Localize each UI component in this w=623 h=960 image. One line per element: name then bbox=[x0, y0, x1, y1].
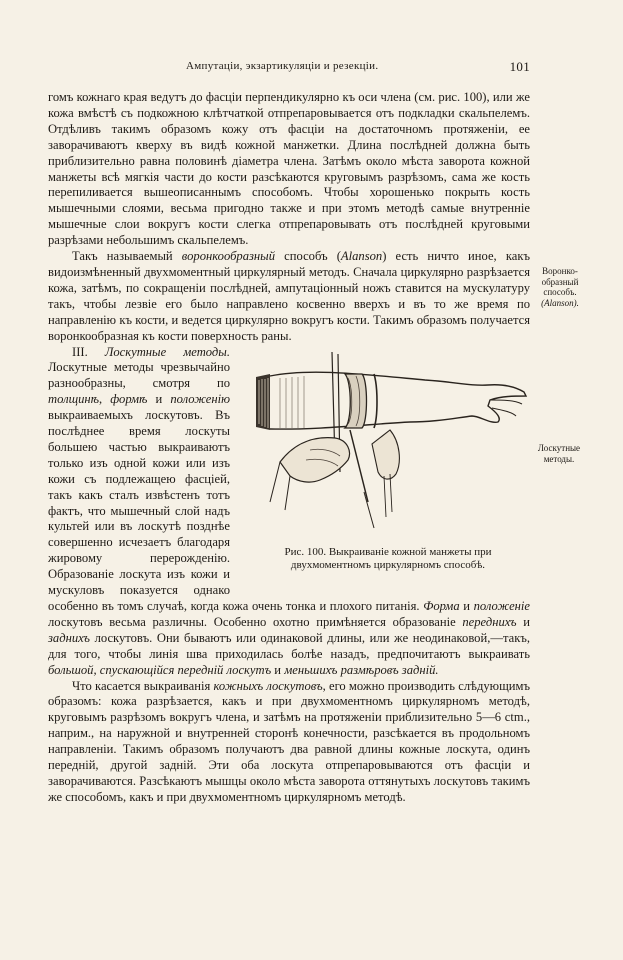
p4-text-a: Что касается выкраиванія bbox=[72, 678, 214, 693]
p3-emph-large-flap: большой, спускающійся передній лоскутъ bbox=[48, 662, 272, 677]
p3-text-h: лоскутовъ. Они бываютъ или одинаковой длины, или же неодинаковой,—такъ, для того, чтобы линія шва приходилась болѣе назадъ, предпочитаютъ выкраивать bbox=[48, 630, 530, 661]
p4-emph: кожныхъ лоскутовъ bbox=[213, 678, 323, 693]
p3-emph-position-2: положеніе bbox=[473, 599, 530, 613]
running-head-title: Ампутаціи, экзартикуляціи и резекціи. bbox=[186, 60, 379, 72]
p3-number: III. bbox=[72, 344, 105, 359]
p3-text-e: и bbox=[459, 599, 474, 613]
p3-emph-form: формѣ bbox=[110, 392, 148, 407]
p3-emph-position: положенію bbox=[170, 392, 230, 407]
p3-emph-back: заднихъ bbox=[48, 630, 90, 645]
p3-text-a: Лоскутные методы чрезвычайно разнообразны, смотря по bbox=[48, 360, 230, 391]
p3-heading: Лоскутные методы. bbox=[104, 344, 230, 359]
p3-emph-front: переднихъ bbox=[462, 614, 517, 629]
paragraph-1: гомъ кожнаго края ведутъ до фасціи перпендикулярно къ оси члена (см. рис. 100), или же кожа вмѣстѣ съ подкожною клѣтчаткой отпрепаровывается отъ подкладки скальпелемъ. Отдѣливъ такимъ образомъ кожу отъ фасціи на достаточномъ протяженіи, ее заворачиваютъ кверху въ видѣ кожной манжетки. Длина послѣдней должна быть приблизительно равна половинѣ діаметра члена. Затѣмъ около мѣста заворота кожной манжеты всѣ мягкія части до кости разсѣкаются круговымъ разрѣзомъ, сама же кость перепиливается вышеописаннымъ способомъ. Чтобы хорошенько покрыть кость мышечными слоями, весьма пригодно также и при этомъ методѣ самые внутренніе мышечные слои вокругъ кости слегка отпрепаровывать отъ послѣдней круговыми разрѣзами небольшимъ скальпелемъ. bbox=[48, 90, 530, 248]
margin-note-line: методы. bbox=[543, 453, 575, 464]
p3-text-f: лоскутовъ весьма различны. Особенно охотно примѣняется образованіе bbox=[48, 614, 463, 629]
margin-note-flap bbox=[532, 443, 586, 464]
p3-text-c: и bbox=[147, 392, 171, 407]
p3-emph-form-2: Форма bbox=[423, 599, 460, 613]
figure-100 bbox=[240, 352, 530, 589]
margin-note-line: (Alanson). bbox=[541, 297, 579, 308]
p2-author: Alanson bbox=[340, 249, 383, 264]
figure-caption: Рис. 100. Выкраиваніе кожной манжеты при двухмоментномъ циркулярномъ способѣ. bbox=[284, 545, 492, 571]
p3-text-d: выкраиваемыхъ лоскутовъ. Въ послѣднее время лоскуты большею частью выкраиваютъ только изъ одной кожи или изъ кожи съ подлежащею фасціей, такъ какъ сталъ извѣстенъ тотъ фактъ, что мышечный слой надъ культей или въ лоскутѣ позднѣе совершенно исчезаетъ благодаря жировому перерожденію. Образованіе лоскута изъ кожи и мускуловъ показуется однако особенно въ томъ случаѣ, когда кожа очень тонка и плохого питанія. bbox=[48, 408, 424, 613]
margin-note-line: Лоскутные bbox=[537, 443, 581, 453]
margin-note-line: Воронко- bbox=[542, 266, 578, 276]
p3-text-g: и bbox=[516, 614, 531, 629]
p2-text-b: способъ ( bbox=[275, 249, 341, 264]
p3-emph-thickness: толщинѣ bbox=[48, 392, 100, 407]
page-number: 101 bbox=[509, 59, 530, 74]
margin-note-line: способъ. bbox=[543, 287, 577, 297]
p4-text-b: , его можно производить слѣдующимъ образомъ: кожа разрѣзается, какъ и при двухмоментномъ циркулярномъ методѣ, круговымъ разрѣзомъ вокругъ члена, и затѣмъ на протяженіи приблизительно 5—6 ctm., наприм., на наружной и внутренней сторонѣ конечности, разсѣкается въ продольномъ направленіи. Такимъ образомъ получаютъ два равной длины кожные лоскута, одинъ передній, другой задній. Эти оба лоскута отпрепаровываются отъ фасціи и заворачиваются. Разсѣкаютъ мышцы около мѣста заворота оттянутыхъ лоскутовъ такимъ же способомъ, какъ и при двухмоментномъ циркулярномъ методѣ. bbox=[48, 678, 530, 804]
p3-text-i: и bbox=[271, 662, 285, 677]
p2-text-c: ) есть ничто иное, какъ видоизмѣненный двухмоментный циркулярный методъ. Сначала циркулярно разрѣзается кожа, затѣмъ, по сокращеніи послѣдней, ампутаціонный ножъ ставится на мускулатуру такъ, чтобы лезвіе его было направлено косвенно вверхъ и въ то же время по направленію къ кости, и ведется циркулярно вокругъ кости. Такимъ образомъ получается воронкообразная къ кости поверхность раны. bbox=[48, 249, 530, 343]
arm-illustration bbox=[240, 352, 530, 542]
p3-emph-small-flap: меньшихъ размѣровъ задній. bbox=[284, 662, 439, 677]
paragraph-4 bbox=[48, 679, 530, 806]
body-text bbox=[48, 90, 530, 806]
p2-text-a: Такъ называемый bbox=[72, 249, 182, 264]
margin-note-line: образный bbox=[541, 276, 579, 287]
margin-note-funnel bbox=[536, 266, 584, 308]
paragraph-2 bbox=[48, 249, 530, 344]
p2-emph: воронкообразный bbox=[181, 249, 275, 264]
p3-text-b: , bbox=[99, 392, 111, 407]
